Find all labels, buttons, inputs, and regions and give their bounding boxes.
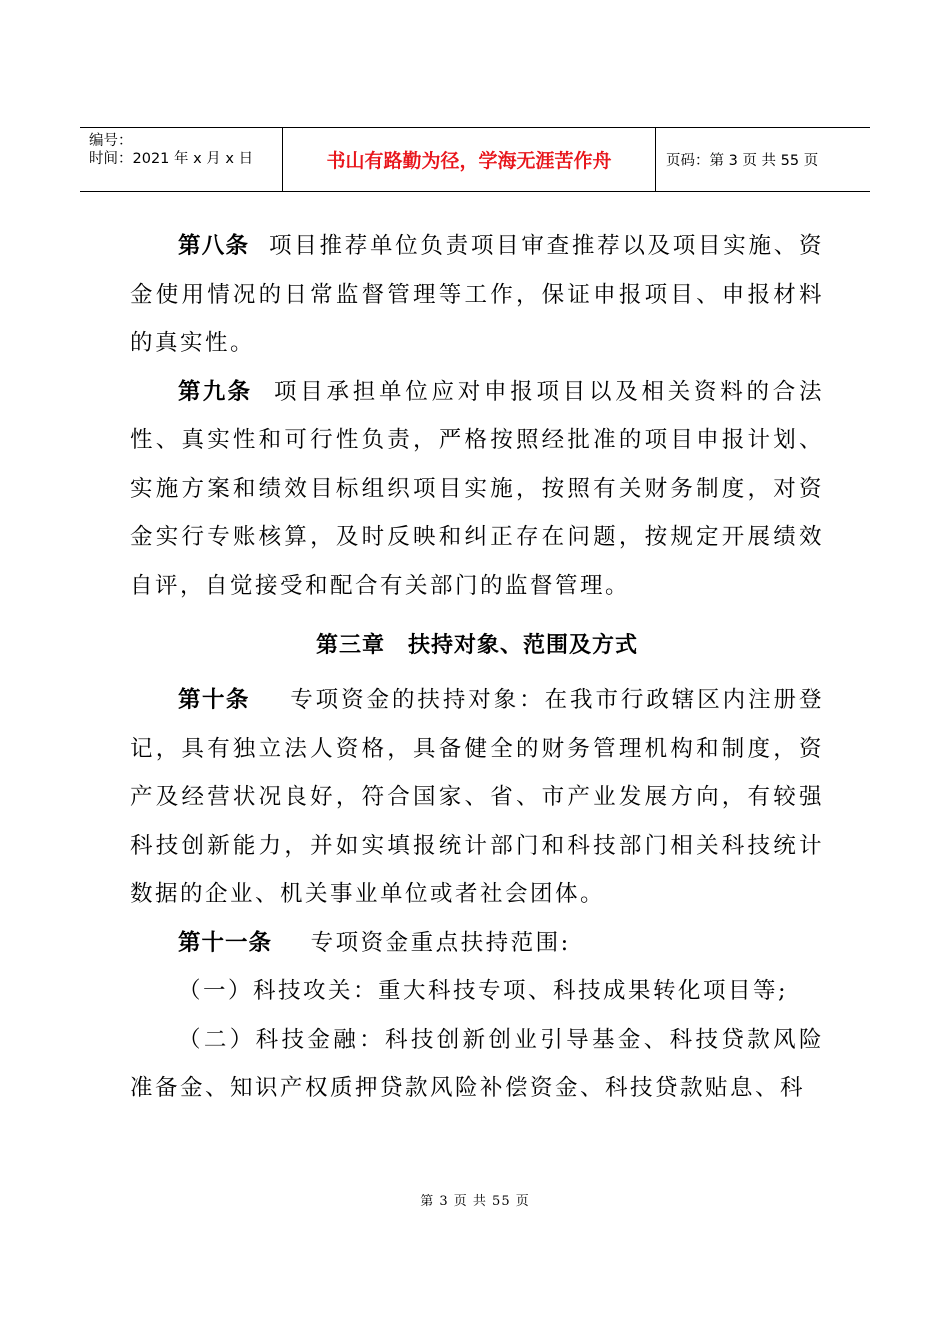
article-11-title: 第十一条	[178, 929, 273, 956]
list-item-2: （二）科技金融：科技创新创业引导基金、科技贷款风险准备金、知识产权质押贷款风险补偿资金、科技贷款贴息、科	[130, 1026, 824, 1101]
article-8-title: 第八条	[178, 233, 250, 259]
page-footer: 第 3 页 共 55 页	[420, 1194, 530, 1209]
header-motto: 书山有路勤为径，学海无涯苦作舟	[283, 128, 656, 191]
header-page-info: 页码：第 3 页 共 55 页	[666, 153, 819, 169]
chapter-heading: 第三章 扶持对象、范围及方式	[315, 633, 638, 658]
article-8	[130, 222, 824, 368]
list-item-1: （一）科技攻关：重大科技专项、科技成果转化项目等;	[178, 978, 789, 1004]
article-9-title: 第九条	[178, 378, 253, 405]
document-body	[130, 222, 824, 1113]
time-label: 时间：2021 年 x 月 x 日	[89, 151, 254, 167]
article-9-text: 项目承担单位应对申报项目以及相关资料的合法性、真实性和可行性负责，严格按照经批准的项目申报计划、实施方案和绩效目标组织项目实施，按照有关财务制度，对资金实行专账核算，及时反映和纠正存在问题，按规定开展绩效自评，自觉接受和配合有关部门的监督管理。	[130, 378, 824, 599]
number-label: 编号：	[89, 133, 133, 149]
article-10-text: 专项资金的扶持对象：在我市行政辖区内注册登记，具有独立法人资格，具备健全的财务管理机构和制度，资产及经营状况良好，符合国家、省、市产业发展方向，有较强科技创新能力，并如实填报统计部门和科技部门相关科技统计数据的企业、机关事业单位或者社会团体。	[130, 687, 824, 907]
document-header	[80, 127, 870, 192]
article-10	[130, 676, 824, 919]
article-8-text: 项目推荐单位负责项目审查推荐以及项目实施、资金使用情况的日常监督管理等工作，保证申报项目、申报材料的真实性。	[130, 233, 824, 356]
article-11-text: 专项资金重点扶持范围:	[310, 929, 571, 956]
article-10-title: 第十条	[178, 687, 250, 713]
header-meta	[80, 128, 283, 191]
article-9	[130, 368, 824, 611]
article-11	[130, 919, 824, 968]
